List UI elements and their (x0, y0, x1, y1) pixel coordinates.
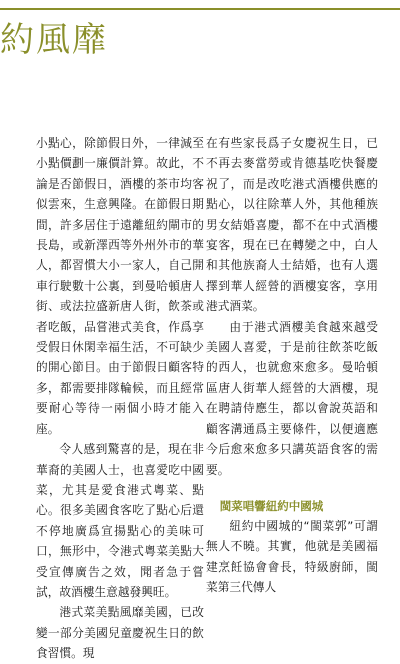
body-paragraph: 在有些家長爲子女慶祝生日，已不再去麥當勞或肯德基吃快餐慶祝了，而是改吃港式酒樓供應的點心，以往除華人外，其他種族男女結婚喜慶，都不在中式酒樓宴客，現在已在轉變之中，白人和其他族裔人士結婚，也有人選擇到華人經營的酒樓宴客，享用港式酒菜。 (206, 136, 378, 314)
body-paragraph: 港式菜美點風靡美國，已改變一部分美國兒童慶祝生日的飲食習慣。現 (36, 605, 204, 661)
article-headline: 約風靡 (0, 20, 108, 60)
body-paragraph: 由于港式酒樓美食越來越受美國人喜愛，于是前往飲茶吃飯的西人，也就愈來愈多。曼哈頓區唐人街華人經營的大酒樓，現在聘請侍應生，都以會說英語和顧客溝通爲主要條件，以便適應今后愈來愈多只講英語食客的需要。 (206, 319, 378, 477)
body-paragraph: 小點心，除節假日外，一律減至小點價劃一廉價計算。故此，不論是否節假日，酒樓的茶市均客似雲來，生意興隆。在節假日期間，許多居住于遠離紐約閘市的長島，或新澤西等外州外市的華人，都習慣大小一家人，自己開車行駛數十公裏，到曼哈頓唐人街、或法拉盛新唐人街，飲茶或者吃飯，品嘗港式美食，作爲享受假日休閑幸福生活，不可缺少的開心節目。由于節假日顧客特多，都需要排隊輪候，而且經常要耐心等待一兩個小時才能入座。 (36, 136, 204, 436)
body-paragraph: 紐約中國城的“閩菜郭”可謂無人不曉。其實，他就是美國福建烹飪協會會長，特級廚師，閩菜第三代傳人 (206, 518, 378, 595)
left-column (36, 133, 204, 664)
body-paragraph: 令人感到驚喜的是，現在非華裔的美國人士，也喜愛吃中國菜，尤其是愛食港式粵菜、點心。很多美國食客吃了點心后還不停地廣爲宣揚點心的美味可口，無形中，令港式粵菜美點大受宣傳廣告之效，聞者急于嘗試，故酒樓生意越發興旺。 (36, 442, 204, 599)
section-subheading: 閩菜唱響紐約中國城 (219, 498, 324, 513)
right-column (206, 133, 378, 598)
